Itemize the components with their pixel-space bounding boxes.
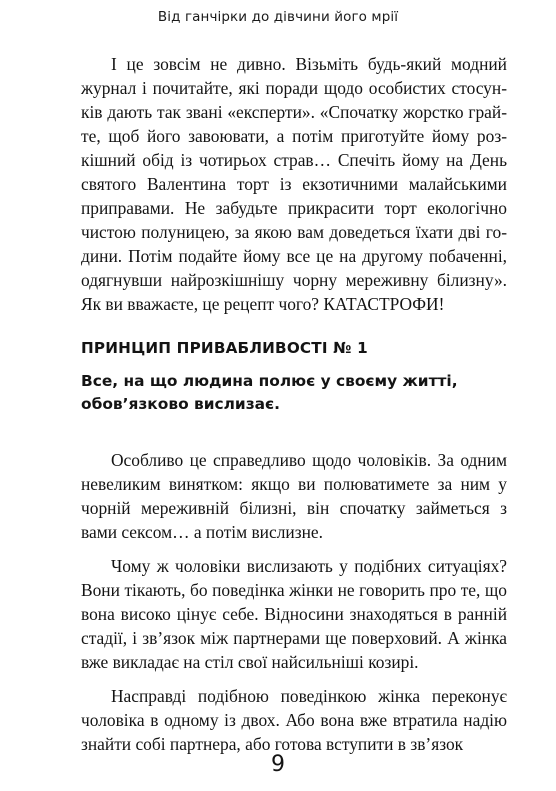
body-paragraph-2: Чому ж чоловіки вислизають у подібних ситуаціях? Вони тікають, бо поведінка жінки не говорить про те, що вона високо цінує себе. Відносини знаходяться в ранній стадії, і зв’язок між партнерами ще поверховий. А жінка вже викладає на стіл свої найсильніші козирі. [81, 556, 507, 672]
intro-paragraph: І це зовсім не дивно. Візьміть будь-який модний журнал і почитайте, які поради щодо особистих стосунків дають так звані «експерти». «Спочатку жорстко грайте, щоб його завоювати, а потім приготуйте йому розкішний обід із чотирьох страв… Спечіть йому на День святого Валентина торт із екзотичними малайськими приправами. Не забудьте прикрасити торт екологічно чистою полуницею, за якою вам доведеться їхати дві години. Потім подайте йому все це на другому побаченні, одягнувши найрозкішнішу чорну мереживну білизну». Як ви вважаєте, це рецепт чого? КАТАСТРОФИ! [81, 54, 507, 314]
section-text-block [81, 448, 507, 756]
body-paragraph-1: Особливо це справедливо щодо чоловіків. За одним невеликим винятком: якщо ви полюватимете за ним у чорній мереживній білизні, він спочатку займеться з вами сексом… а потім вислизне. [81, 450, 507, 542]
running-header: Від ганчірки до дівчини його мрії [157, 9, 399, 25]
page-number: 9 [271, 752, 285, 777]
section-heading: ПРИНЦИП ПРИВАБЛИВОСТІ № 1 [81, 339, 368, 357]
principle-statement: Все, на що людина полює у своєму житті, обов’язково вислизає. [81, 372, 458, 413]
body-paragraph-3: Насправді подібною поведінкою жінка переконує чоловіка в одному із двох. Або вона вже втратила надію знайти собі партнера, або готова вступити в зв’язок [81, 686, 507, 754]
intro-text-block [81, 52, 507, 316]
